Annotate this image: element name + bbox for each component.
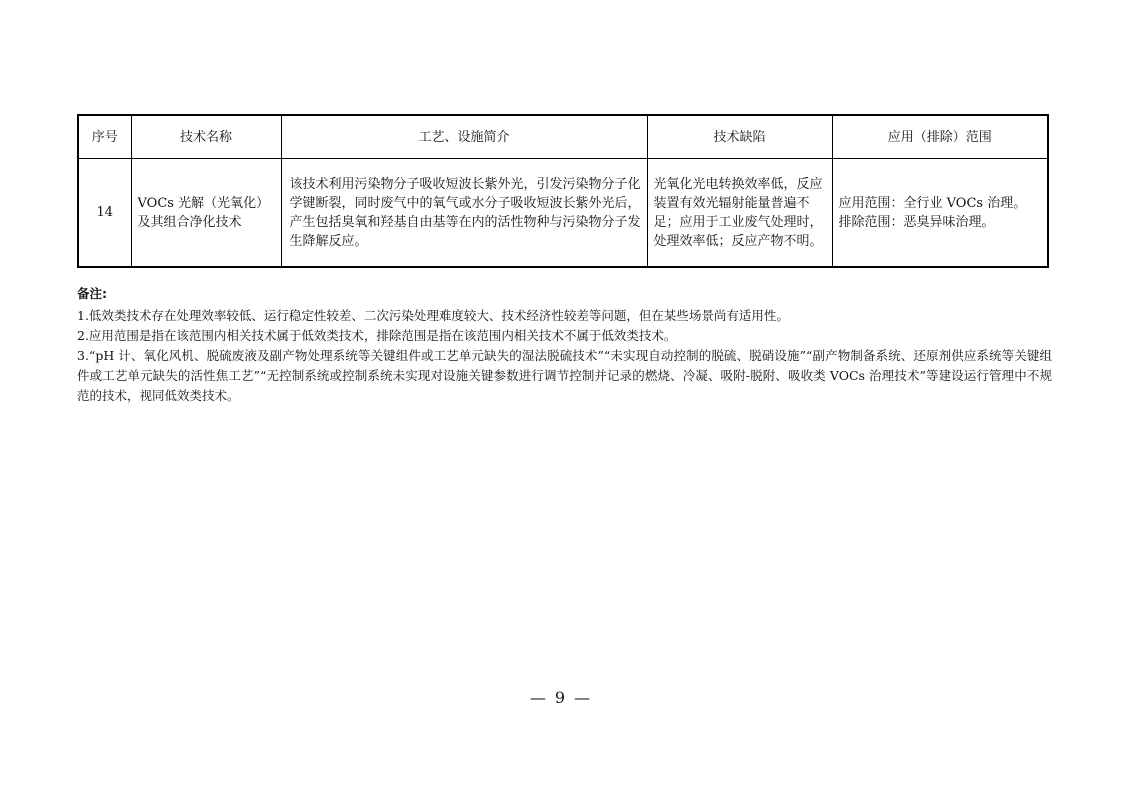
header-tech-name: 技术名称 [131,115,281,159]
header-scope: 应用（排除）范围 [832,115,1048,159]
scope-exclude: 排除范围：恶臭异味治理。 [838,214,995,230]
header-process-intro: 工艺、设施简介 [281,115,647,159]
notes-title: 备注: [77,286,107,301]
cell-tech-name: VOCs 光解（光氧化）及其组合净化技术 [131,159,281,268]
notes-section [77,284,1052,406]
table-header-row [78,115,1048,159]
table-row [78,159,1048,268]
cell-process-intro: 该技术利用污染物分子吸收短波长紫外光，引发污染物分子化学键断裂，同时废气中的氧气或水分子吸收短波长紫外光后，产生包括臭氧和羟基自由基等在内的活性物种与污染物分子发生降解反应。 [281,159,647,268]
cell-scope [832,159,1048,268]
page-number: — 9 — [529,688,593,707]
cell-seq: 14 [78,159,131,268]
header-seq: 序号 [78,115,131,159]
scope-apply: 应用范围：全行业 VOCs 治理。 [838,195,1027,211]
header-tech-defect: 技术缺陷 [647,115,832,159]
cell-tech-defect: 光氧化光电转换效率低，反应装置有效光辐射能量普遍不足；应用于工业废气处理时，处理效率低；反应产物不明。 [647,159,832,268]
note-item-2: 2.应用范围是指在该范围内相关技术属于低效类技术，排除范围是指在该范围内相关技术不属于低效类技术。 [77,328,677,343]
technology-table [77,114,1049,268]
note-item-1: 1.低效类技术存在处理效率较低、运行稳定性较差、二次污染处理难度较大、技术经济性较差等问题，但在某些场景尚有适用性。 [77,308,789,323]
note-item-3: 3.“pH 计、氧化风机、脱硫废液及副产物处理系统等关键组件或工艺单元缺失的湿法脱硫技术”“未实现自动控制的脱硫、脱硝设施”“副产物制备系统、还原剂供应系统等关键组件或工艺单元缺失的活性焦工艺”“无控制系统或控制系统未实现对设施关键参数进行调节控制并记录的燃烧、冷凝、吸附-脱附、吸收类 VOCs 治理技术”等建设运行管理中不规范的技术，视同低效类技术。 [77,348,1052,403]
